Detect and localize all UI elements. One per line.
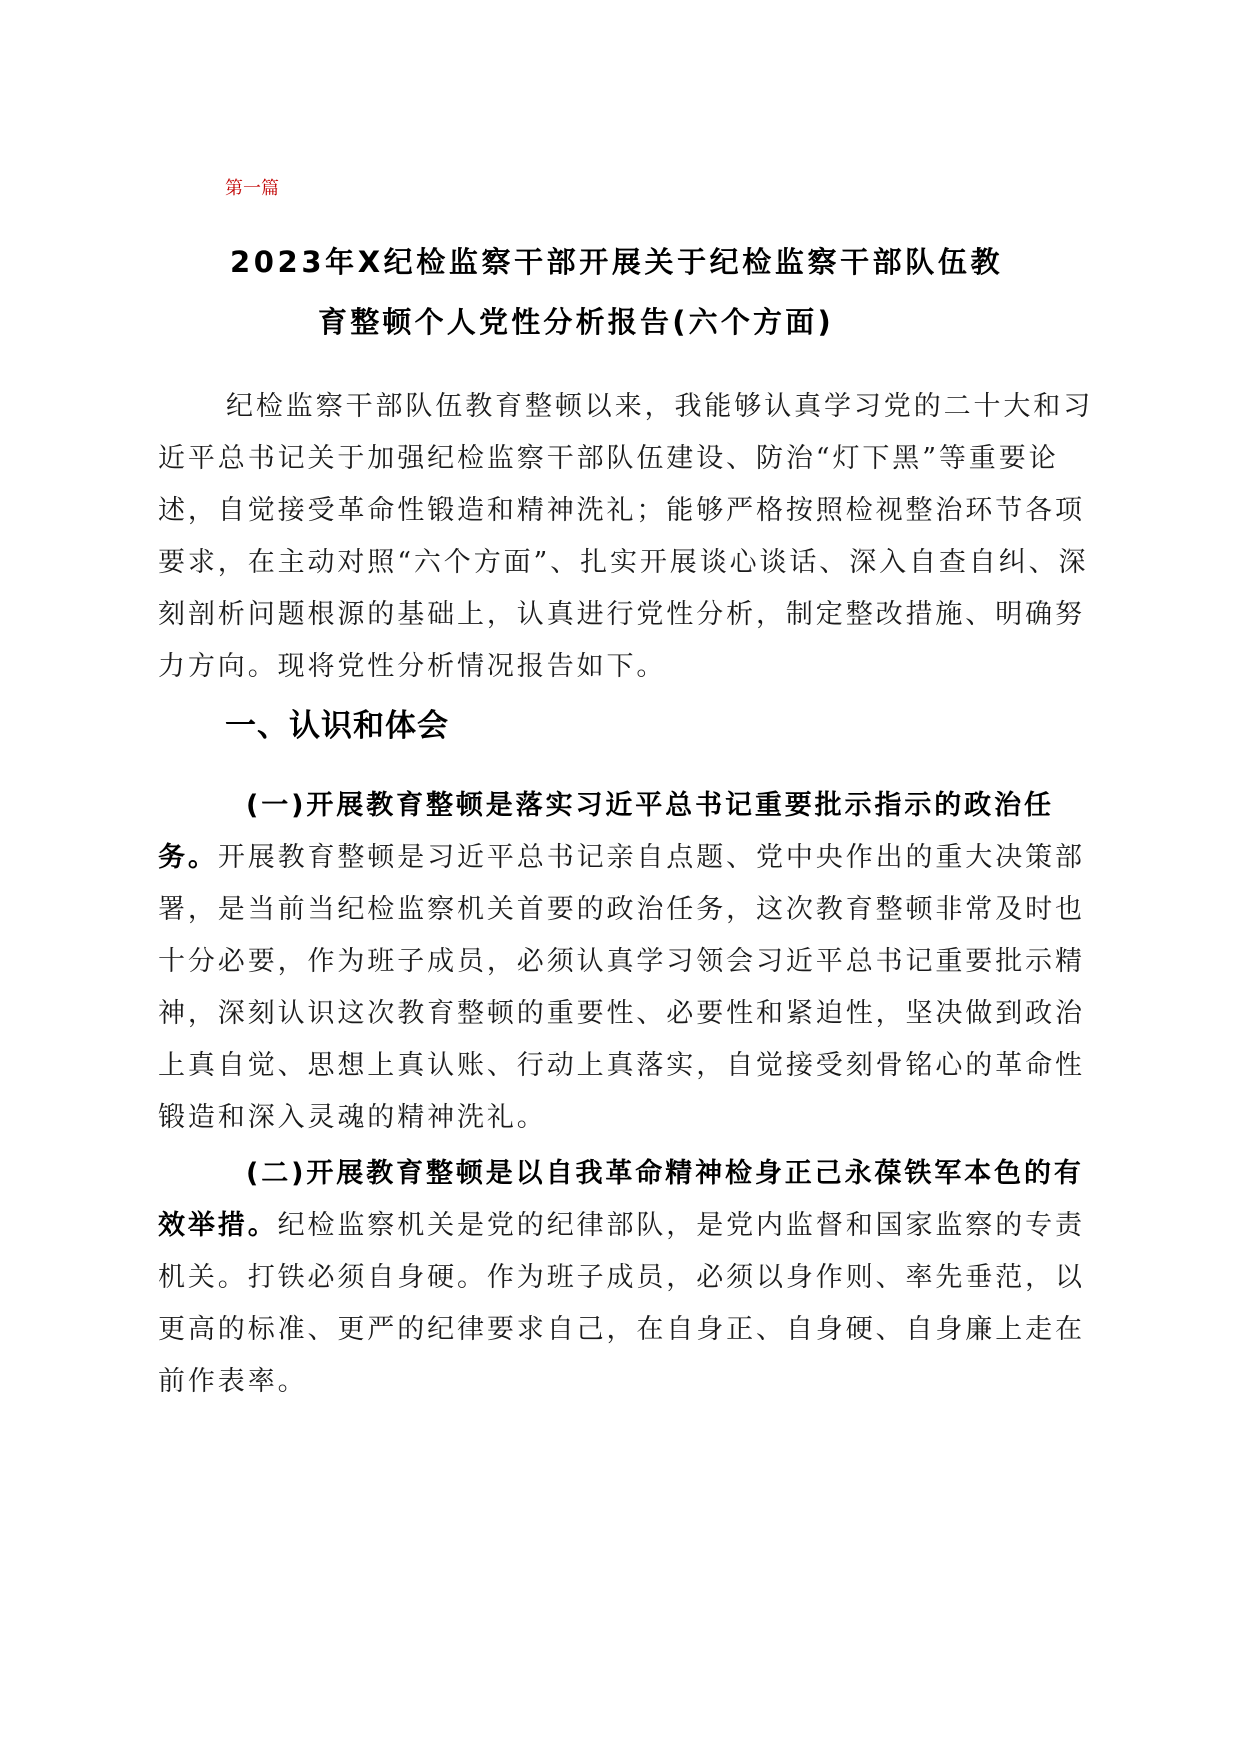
subsection-2-text: 纪检监察机关是党的纪律部队，是党内监督和国家监察的专责机关。打铁必须自身硬。作为班子成员，必须以身作则、率先垂范，以更高的标准、更严的纪律要求自己，在自身正、自身硬、自身廉上走在前作表率。 [158,1210,1085,1397]
subsection-2-lead: (二)开展教育整顿是以自我革命精神检身正己永葆铁军本色的有效举措。 [158,1158,1084,1241]
section-tag: 第一篇 [225,178,279,199]
document-title [150,232,1110,352]
intro-paragraph: 纪检监察干部队伍教育整顿以来，我能够认真学习党的二十大和习近平总书记关于加强纪检监察干部队伍建设、防治“灯下黑”等重要论述，自觉接受革命性锻造和精神洗礼；能够严格按照检视整治环节各项要求，在主动对照“六个方面”、扎实开展谈心谈话、深入自查自纠、深刻剖析问题根源的基础上，认真进行党性分析，制定整改措施、明确努力方向。现将党性分析情况报告如下。 [158,391,1094,682]
subsection-1-lead: (一)开展教育整顿是落实习近平总书记重要批示指示的政治任务。 [158,790,1054,873]
subsection-paragraph-1 [158,780,1098,1144]
title-line-1: 2023年X纪检监察干部开展关于纪检监察干部队伍教 [230,245,1004,279]
section-heading-1: 一、认识和体会 [225,708,449,744]
subsection-1-text: 开展教育整顿是习近平总书记亲自点题、党中央作出的重大决策部署，是当前当纪检监察机关首要的政治任务，这次教育整顿非常及时也十分必要，作为班子成员，必须认真学习领会习近平总书记重要批示精神，深刻认识这次教育整顿的重要性、必要性和紧迫性，坚决做到政治上真自觉、思想上真认账、行动上真落实，自觉接受刻骨铭心的革命性锻造和深入灵魂的精神洗礼。 [158,842,1085,1133]
title-line-2: 育整顿个人党性分析报告(六个方面) [318,305,834,339]
subsection-paragraph-2 [158,1148,1098,1408]
